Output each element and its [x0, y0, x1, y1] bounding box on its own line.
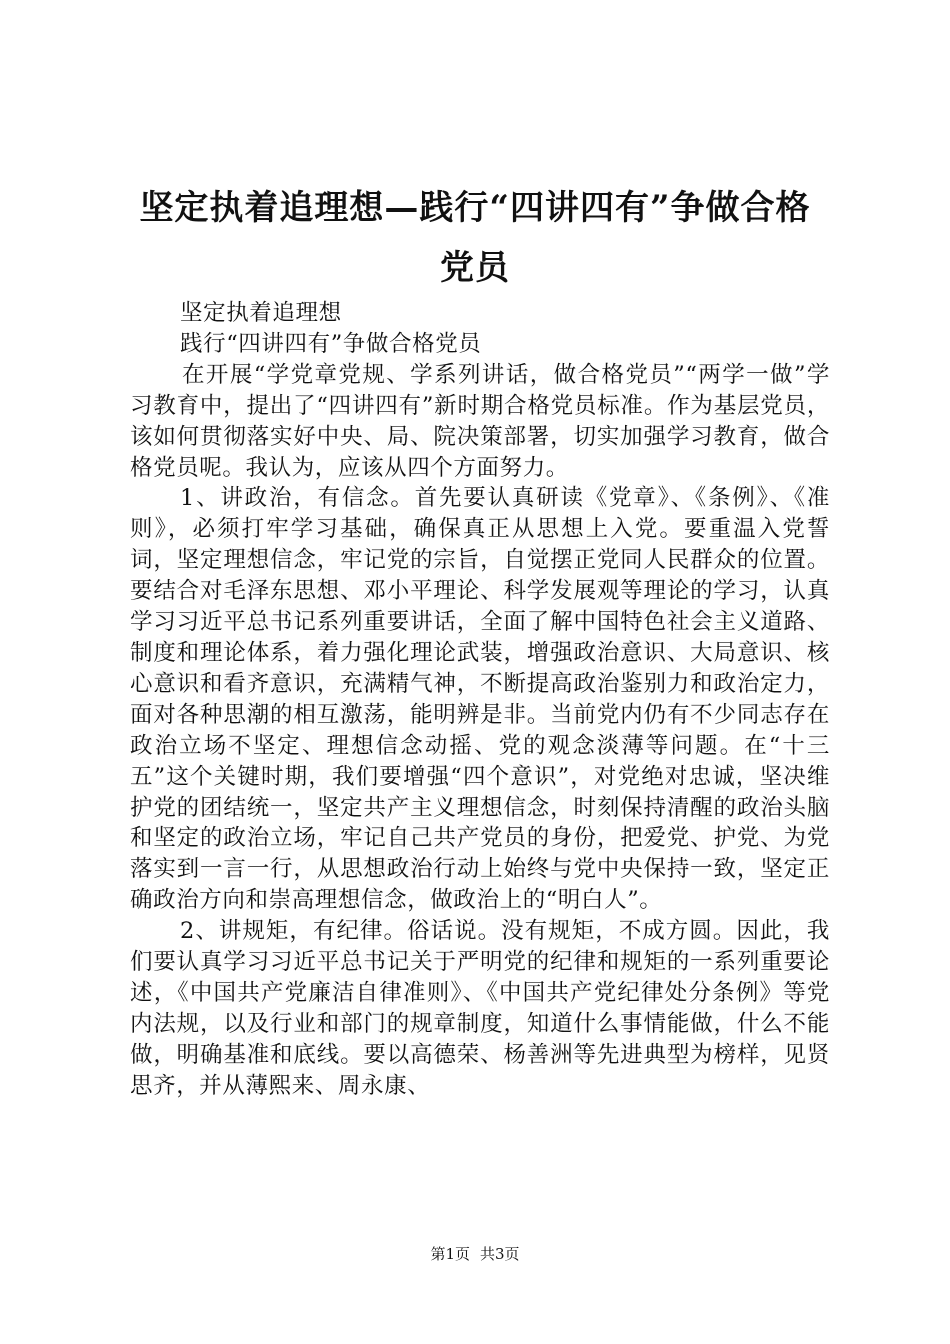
page-total: 共3页 — [480, 1245, 520, 1263]
paragraph-section-1: 1、讲政治，有信念。首先要认真研读《党章》、《条例》、《准则》，必须打牢学习基础，确保真正从思想上入党。要重温入党誓词，坚定理想信念，牢记党的宗旨，自觉摆正党同人民群众的位置。要结合对毛泽东思想、邓小平理论、科学发展观等理论的学习，认真学习习近平总书记系列重要讲话，全面了解中国特色社会主义道路、制度和理论体系，着力强化理论武装，增强政治意识、大局意识、核心意识和看齐意识，充满精气神，不断提高政治鉴别力和政治定力，面对各种思潮的相互激荡，能明辨是非。当前党内仍有不少同志存在政治立场不坚定、理想信念动摇、党的观念淡薄等问题。在“十三五”这个关键时期，我们要增强“四个意识”，对党绝对忠诚，坚决维护党的团结统一，坚定共产主义理想信念，时刻保持清醒的政治头脑和坚定的政治立场，牢记自己共产党员的身份，把爱党、护党、为党落实到一言一行，从思想政治行动上始终与党中央保持一致，坚定正确政治方向和崇高理想信念，做政治上的“明白人”。 — [130, 485, 830, 914]
document-body — [130, 298, 830, 1102]
paragraph-intro: 在开展“学党章党规、学系列讲话，做合格党员”“两学一做”学习教育中，提出了“四讲四有”新时期合格党员标准。作为基层党员，该如何贯彻落实好中央、局、院决策部署，切实加强学习教育，做合格党员呢。我认为，应该从四个方面努力。 — [130, 361, 830, 481]
page-footer — [0, 1244, 950, 1264]
paragraph-section-2: 2、讲规矩，有纪律。俗话说。没有规矩，不成方圆。因此，我们要认真学习习近平总书记关于严明党的纪律和规矩的一系列重要论述，《中国共产党廉洁自律准则》、《中国共产党纪律处分条例》等党内法规，以及行业和部门的规章制度，知道什么事情能做，什么不能做，明确基准和底线。要以高德荣、杨善洲等先进典型为榜样，见贤思齐，并从薄熙来、周永康、 — [130, 918, 830, 1099]
document-title-line-2: 党员 — [440, 248, 510, 288]
subtitle-line-2: 践行“四讲四有”争做合格党员 — [180, 330, 482, 357]
document-title-line-1: 坚定执着追理想—践行“四讲四有”争做合格 — [139, 188, 811, 228]
subtitle-line-1: 坚定执着追理想 — [180, 300, 342, 326]
page-number: 第1页 — [430, 1245, 470, 1263]
